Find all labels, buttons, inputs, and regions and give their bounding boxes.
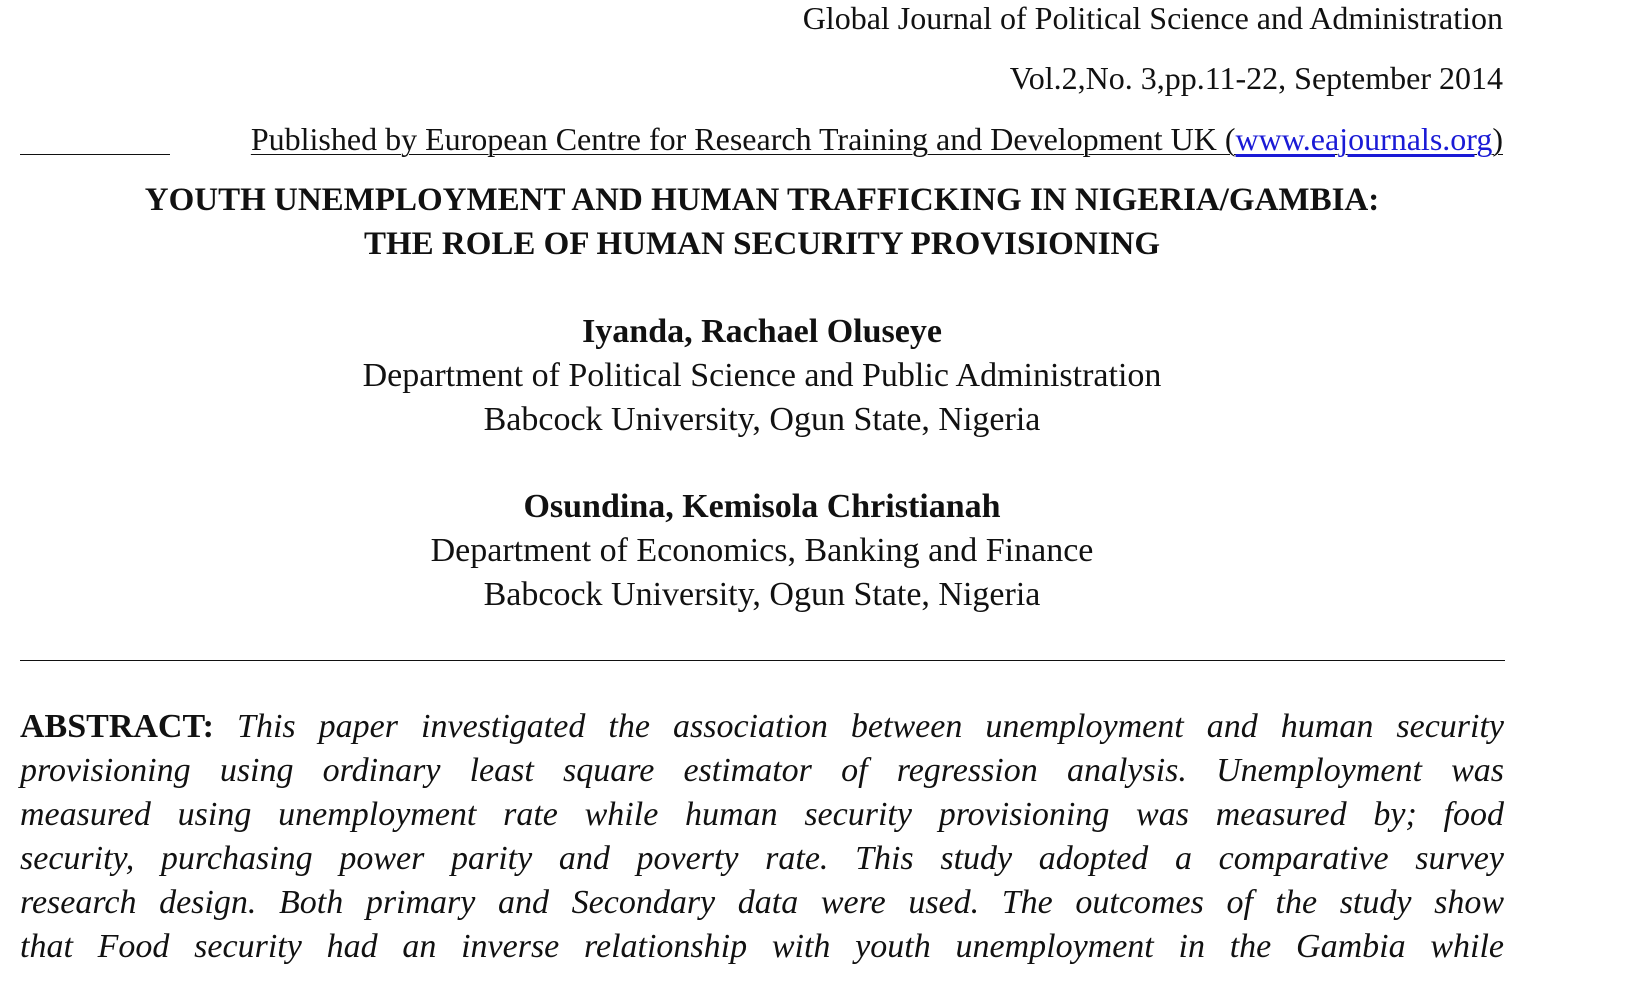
abstract-line: research design. Both primary and Secondary data were used. The outcomes of the study show	[20, 884, 1504, 921]
author-name: Osundina, Kemisola Christianah	[523, 488, 1001, 525]
abstract	[20, 705, 1504, 969]
author-department: Department of Economics, Banking and Finance	[430, 532, 1094, 569]
title-line-1: YOUTH UNEMPLOYMENT AND HUMAN TRAFFICKING IN NIGERIA/GAMBIA:	[144, 182, 1380, 218]
publisher-line	[251, 121, 1503, 157]
title-line-2: THE ROLE OF HUMAN SECURITY PROVISIONING	[363, 226, 1161, 262]
abstract-colon: :	[202, 708, 214, 745]
publisher-text: Published by European Centre for Research Training and Development UK (	[250, 121, 1236, 157]
header-rule	[20, 154, 170, 155]
paper-title	[0, 178, 1524, 266]
abstract-line: provisioning using ordinary least square estimator of regression analysis. Unemployment was	[20, 752, 1504, 789]
author-institution: Babcock University, Ogun State, Nigeria	[483, 401, 1041, 438]
abstract-text: This paper investigated the association between unemployment and human security	[237, 708, 1505, 745]
abstract-line: security, purchasing power parity and poverty rate. This study adopted a comparative survey	[20, 840, 1504, 877]
author-block	[0, 310, 1524, 442]
author-block	[0, 485, 1524, 617]
abstract-line	[20, 705, 1504, 749]
author-institution: Babcock University, Ogun State, Nigeria	[483, 576, 1041, 613]
publisher-suffix: )	[1492, 121, 1503, 157]
section-divider	[20, 660, 1505, 661]
volume-info: Vol.2,No. 3,pp.11-22, September 2014	[1009, 60, 1503, 96]
abstract-label: ABSTRACT	[20, 708, 203, 745]
publisher-link[interactable]: www.eajournals.org	[1235, 121, 1493, 157]
journal-name: Global Journal of Political Science and Administration	[802, 0, 1503, 36]
abstract-line: measured using unemployment rate while human security provisioning was measured by; food	[20, 796, 1504, 833]
abstract-line: that Food security had an inverse relationship with youth unemployment in the Gambia while	[20, 928, 1504, 965]
author-name: Iyanda, Rachael Oluseye	[582, 313, 942, 350]
author-department: Department of Political Science and Public Administration	[362, 357, 1162, 394]
